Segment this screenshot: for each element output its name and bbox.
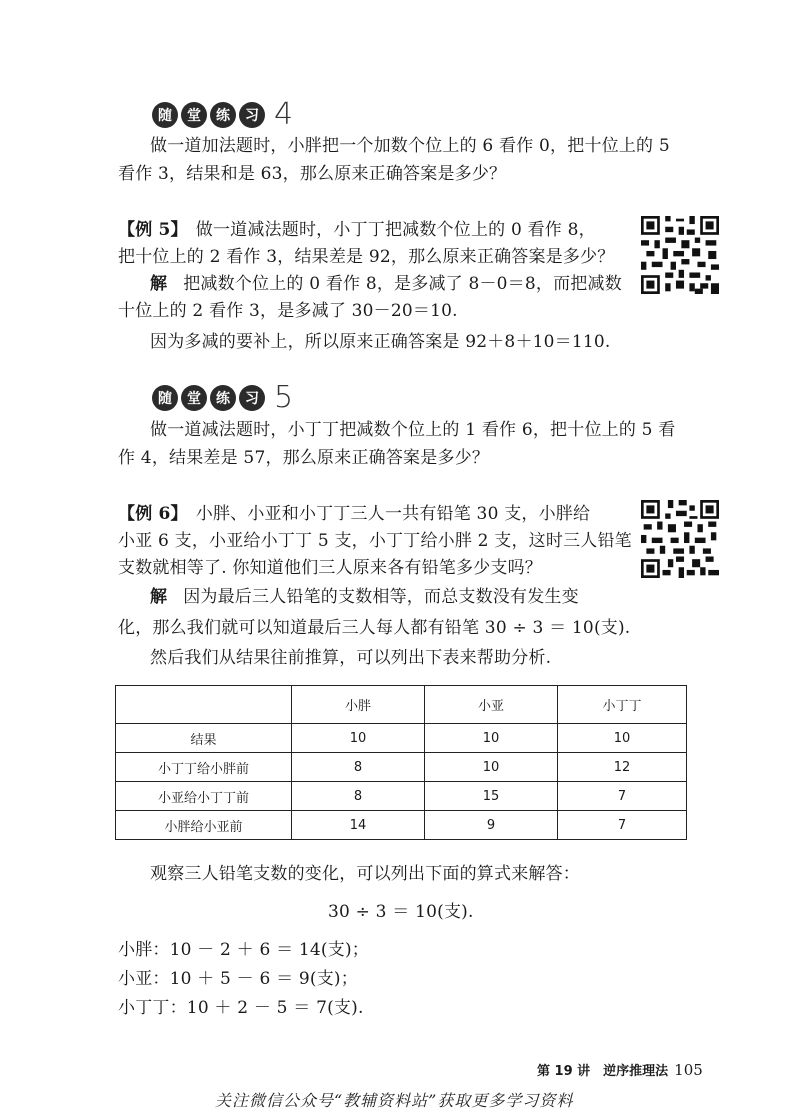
table-cell: 小丁丁给小胖前 <box>116 753 292 782</box>
example-5-solution-line: 因为多减的要补上，所以原来正确答案是 92＋8＋10＝110. <box>150 332 611 352</box>
table-cell: 9 <box>425 811 558 840</box>
qr-code <box>641 216 719 294</box>
practice-badge-char: 习 <box>239 102 265 128</box>
table-cell: 7 <box>558 782 687 811</box>
watermark: 关注微信公众号“教辅资料站”获取更多学习资料 <box>215 1091 574 1110</box>
practice-badge-char: 练 <box>210 102 236 128</box>
table-row <box>116 811 687 840</box>
practice-5-line: 作 4，结果差是 57，那么原来正确答案是多少？ <box>118 448 490 468</box>
practice-4-heading <box>152 97 294 132</box>
table-cell: 10 <box>425 724 558 753</box>
chapter-footer <box>537 1060 703 1079</box>
practice-badge-char: 堂 <box>181 385 207 411</box>
pencil-table <box>115 685 687 840</box>
practice-5-heading <box>152 380 294 415</box>
table-cell: 10 <box>558 724 687 753</box>
table-cell: 15 <box>425 782 558 811</box>
practice-5-line: 做一道减法题时，小丁丁把减数个位上的 1 看作 6，把十位上的 5 看 <box>150 420 676 440</box>
table-cell: 14 <box>292 811 425 840</box>
practice-badge-char: 随 <box>152 385 178 411</box>
table-cell: 小亚给小丁丁前 <box>116 782 292 811</box>
chapter-title: 第 19 讲 逆序推理法 <box>537 1064 669 1079</box>
practice-number: 4 <box>274 97 294 132</box>
example-6-line: 小亚 6 支，小亚给小丁丁 5 支，小丁丁给小胖 2 支，这时三人铅笔 <box>118 531 632 551</box>
solution-text: 因为最后三人铅笔的支数相等，而总支数没有发生变 <box>183 587 579 607</box>
calc-line: 小亚：10 ＋ 5 － 6 ＝ 9(支)； <box>118 969 358 989</box>
solution-label: 解 <box>150 274 168 294</box>
table-row <box>116 753 687 782</box>
example-5-line: 把十位上的 2 看作 3，结果差是 92，那么原来正确答案是多少？ <box>118 247 615 267</box>
example-6-label: 【例 6】 <box>118 504 188 524</box>
table-cell: 10 <box>425 753 558 782</box>
table-header-row <box>116 686 687 724</box>
table-row <box>116 782 687 811</box>
practice-4-line: 做一道加法题时，小胖把一个加数个位上的 6 看作 0，把十位上的 5 <box>150 136 670 156</box>
table-header-cell: 小胖 <box>292 686 425 724</box>
table-cell: 结果 <box>116 724 292 753</box>
analysis-line: 观察三人铅笔支数的变化，可以列出下面的算式来解答： <box>150 864 580 884</box>
table-cell: 10 <box>292 724 425 753</box>
table-header-cell <box>116 686 292 724</box>
table-header-cell: 小丁丁 <box>558 686 687 724</box>
practice-badge-char: 随 <box>152 102 178 128</box>
table-row <box>116 724 687 753</box>
example-6-line: 支数就相等了. 你知道他们三人原来各有铅笔多少支吗？ <box>118 558 543 578</box>
example-6-solution-line: 化，那么我们就可以知道最后三人每人都有铅笔 30 ÷ 3 ＝ 10(支). <box>118 618 631 638</box>
solution-text: 把减数个位上的 0 看作 8，是多减了 8－0＝8，而把减数 <box>183 274 622 294</box>
calc-line: 小丁丁：10 ＋ 2 － 5 ＝ 7(支). <box>118 998 364 1018</box>
example-5-label: 【例 5】 <box>118 220 188 240</box>
practice-badge-char: 习 <box>239 385 265 411</box>
example-5-solution-line: 十位上的 2 看作 3，是多减了 30－20＝10. <box>118 301 458 321</box>
table-cell: 12 <box>558 753 687 782</box>
formula: 30 ÷ 3 ＝ 10(支). <box>328 902 474 922</box>
calc-line: 小胖：10 － 2 ＋ 6 ＝ 14(支)； <box>118 940 369 960</box>
table-header-cell: 小亚 <box>425 686 558 724</box>
practice-number: 5 <box>274 380 294 415</box>
example-5-text: 做一道减法题时，小丁丁把减数个位上的 0 看作 8， <box>195 220 596 240</box>
solution-label: 解 <box>150 587 168 607</box>
practice-badge-char: 堂 <box>181 102 207 128</box>
example-6-text: 小胖、小亚和小丁丁三人一共有铅笔 30 支，小胖给 <box>195 504 591 524</box>
page-number: 105 <box>674 1061 703 1079</box>
qr-code <box>641 500 719 578</box>
example-5-line <box>118 218 596 242</box>
table-cell: 小胖给小亚前 <box>116 811 292 840</box>
table-cell: 8 <box>292 753 425 782</box>
table-cell: 8 <box>292 782 425 811</box>
example-6-solution-line <box>150 585 579 609</box>
practice-4-line: 看作 3，结果和是 63，那么原来正确答案是多少？ <box>118 164 507 184</box>
table-cell: 7 <box>558 811 687 840</box>
example-6-solution-line: 然后我们从结果往前推算，可以列出下表来帮助分析. <box>150 648 552 668</box>
example-5-solution-line <box>150 272 622 296</box>
example-6-line <box>118 502 590 526</box>
practice-badge-char: 练 <box>210 385 236 411</box>
